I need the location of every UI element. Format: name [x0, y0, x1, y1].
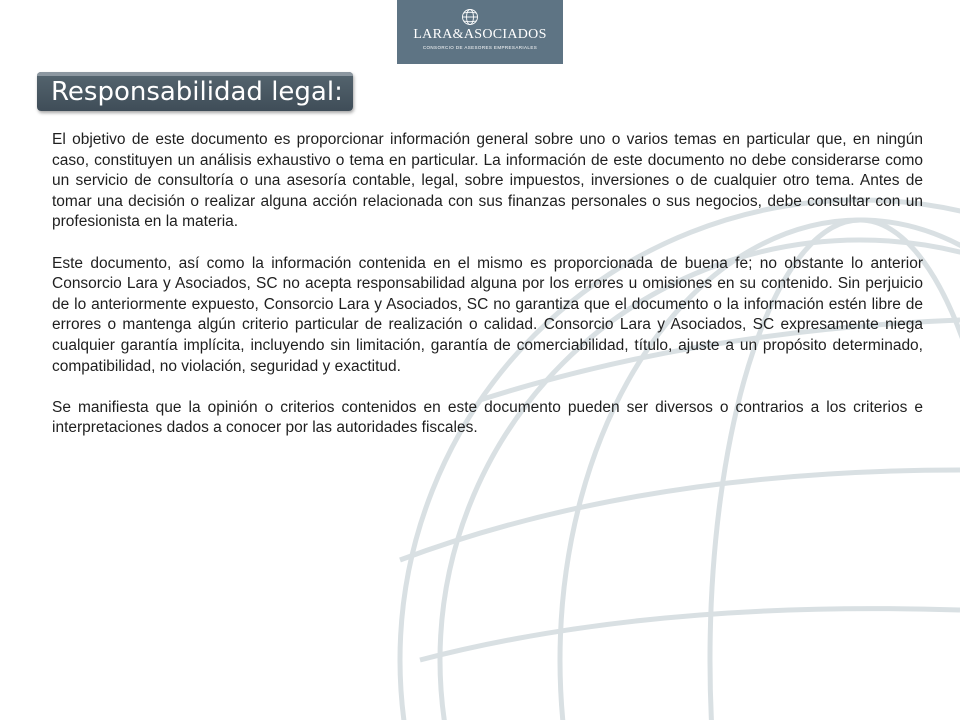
paragraph: Se manifiesta que la opinión o criterios contenidos en este documento pueden ser diversos o contrarios a los criterios e interpretaciones dados a conocer por las autoridades fiscales.	[52, 398, 923, 437]
paragraph: El objetivo de este documento es proporcionar información general sobre uno o varios temas en particular que, en ningún caso, constituyen un análisis exhaustivo o tema en particular. La información de este documento no debe considerarse como un servicio de consultoría o una asesoría contable, legal, sobre impuestos, inversiones o de cualquier otro tema. Antes de tomar una decisión o realizar alguna acción relacionada con sus finanzas personales o sus negocios, debe consultar con un profesionista en la materia.	[52, 131, 923, 231]
disclaimer-body	[52, 130, 923, 460]
page-title: Responsabilidad legal:	[51, 77, 343, 107]
logo-tagline: CONSORCIO DE ASESORES EMPRESARIALES	[422, 45, 538, 50]
globe-icon	[461, 8, 479, 26]
title-tab	[37, 72, 353, 111]
company-logo	[397, 0, 563, 64]
paragraph: Este documento, así como la información contenida en el mismo es proporcionada de buena fe; no obstante lo anterior Consorcio Lara y Asociados, SC no acepta responsabilidad alguna por los errores u omisiones en su contenido. Sin perjuicio de lo anteriormente expuesto, Consorcio Lara y Asociados, SC no garantiza que el documento o la información estén libre de errores o mantenga algún criterio particular de realización o calidad. Consorcio Lara y Asociados, SC expresamente niega cualquier garantía implícita, incluyendo sin limitación, garantía de comerciabilidad, título, ajuste a un propósito determinado, compatibilidad, no violación, seguridad y exactitud.	[52, 254, 923, 375]
logo-name: LARA&ASOCIADOS	[413, 27, 547, 42]
